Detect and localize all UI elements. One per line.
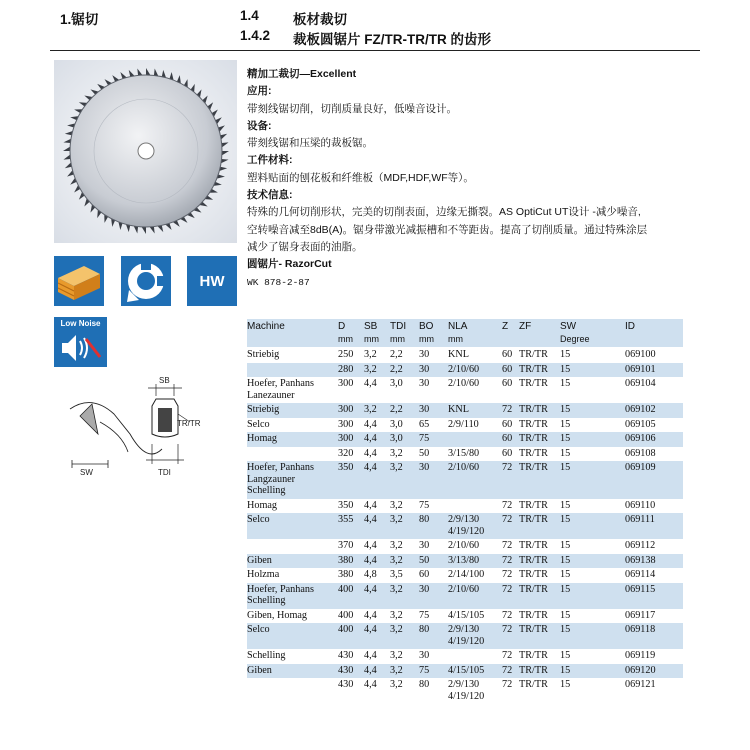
cell-sb: 3,2	[364, 349, 377, 360]
cell-machine: Giben	[247, 554, 272, 566]
cell-nla: 4/19/120	[448, 690, 485, 702]
cell-d: D	[338, 321, 346, 332]
application-heading: 应用:	[247, 85, 272, 98]
cell-sw: SW	[560, 321, 577, 332]
cell-bo: 75	[419, 664, 430, 676]
cell-machine: Holzma	[247, 569, 280, 580]
equipment-heading: 设备:	[247, 119, 272, 132]
cell-sb: 4,4	[364, 664, 377, 676]
blade-heading: 圆锯片- RazorCut	[247, 258, 332, 271]
cell-machine: Machine	[247, 321, 285, 332]
cell-nla: 2/10/60	[448, 462, 480, 473]
cell-bo: 75	[419, 609, 430, 621]
cell-zf: TR/TR	[519, 650, 548, 661]
cell-machine: Giben	[247, 664, 272, 676]
cell-bo: 30	[419, 650, 430, 661]
cell-tdi: 3,2	[390, 609, 403, 621]
cell-sb: 4,4	[364, 540, 377, 551]
cell-sb: 4,4	[364, 650, 377, 661]
cell-nla: 3/13/80	[448, 554, 480, 566]
product-description	[247, 66, 697, 291]
cell-sw: 15	[560, 609, 571, 621]
cell-z: 72	[502, 609, 513, 621]
hw-label: HW	[199, 272, 225, 290]
cell-zf: TR/TR	[519, 349, 548, 360]
cell-tdi: 3,2	[390, 540, 403, 551]
cell-zf: TR/TR	[519, 433, 548, 444]
cell-bo: mm	[419, 333, 434, 344]
material-text: 塑料贴面的刨花板和纤维板（MDF,HDF,WF等）。	[247, 171, 474, 184]
sb-label: SB	[159, 376, 170, 385]
cell-bo: 75	[419, 433, 430, 444]
cell-d: 320	[338, 447, 354, 459]
cell-sw: 15	[560, 679, 571, 690]
cell-d: 280	[338, 363, 354, 375]
cell-bo: 30	[419, 462, 430, 473]
cell-d: 300	[338, 404, 354, 415]
cell-machine: Hoefer, Panhans	[247, 583, 314, 595]
cell-z: 72	[502, 462, 513, 473]
cell-nla: 2/9/130	[448, 624, 480, 635]
section-title: 板材裁切	[293, 12, 347, 27]
cell-z: 72	[502, 540, 513, 551]
cell-z: 72	[502, 514, 513, 525]
cell-zf: TR/TR	[519, 363, 548, 375]
cell-machine: Schelling	[247, 485, 286, 496]
hw-badge	[187, 256, 237, 306]
cell-sb: 3,2	[364, 404, 377, 415]
cell-nla: 4/15/105	[448, 664, 485, 676]
cell-bo: 30	[419, 540, 430, 551]
cell-z: 60	[502, 433, 513, 444]
cell-tdi: 2,2	[390, 349, 403, 360]
cell-id: 069120	[625, 664, 656, 676]
cell-sw: 15	[560, 569, 571, 580]
cell-sb: 4,4	[364, 514, 377, 525]
cell-bo: 80	[419, 679, 430, 690]
cell-bo: 30	[419, 363, 430, 375]
cell-z: 72	[502, 583, 513, 595]
cell-sb: 4,4	[364, 679, 377, 690]
cell-tdi: 3,0	[390, 378, 403, 389]
cell-id: 069106	[625, 433, 656, 444]
application-text: 带刻线锯切削，切削质量良好，低噪音设计。	[247, 102, 457, 115]
cell-d: 430	[338, 650, 354, 661]
cell-bo: 65	[419, 418, 430, 430]
cell-tdi: mm	[390, 333, 405, 344]
cell-tdi: 3,2	[390, 624, 403, 635]
tooth-geometry-diagram	[52, 374, 242, 484]
cell-sw: 15	[560, 462, 571, 473]
cell-d: 355	[338, 514, 354, 525]
cell-zf: TR/TR	[519, 418, 548, 430]
cell-sw: 15	[560, 433, 571, 444]
cell-id: 069101	[625, 363, 656, 375]
cell-nla: 3/15/80	[448, 447, 480, 459]
cell-machine: Striebig	[247, 404, 280, 415]
cell-z: 72	[502, 554, 513, 566]
cell-sb: 4,4	[364, 583, 377, 595]
saw-blade-image	[54, 60, 237, 243]
cell-tdi: 3,2	[390, 554, 403, 566]
cell-zf: TR/TR	[519, 499, 548, 511]
cell-z: 60	[502, 349, 513, 360]
cell-sw: 15	[560, 514, 571, 525]
cell-tdi: 3,5	[390, 569, 403, 580]
cell-z: 72	[502, 499, 513, 511]
cell-d: 250	[338, 349, 354, 360]
cell-sw: 15	[560, 540, 571, 551]
cell-id: 069112	[625, 540, 656, 551]
cell-bo: 80	[419, 624, 430, 635]
cell-z: 72	[502, 664, 513, 676]
cell-sw: 15	[560, 583, 571, 595]
cell-machine: Selco	[247, 624, 270, 635]
cell-nla: mm	[448, 333, 463, 344]
cell-id: 069115	[625, 583, 656, 595]
cell-zf: TR/TR	[519, 514, 548, 525]
cell-zf: TR/TR	[519, 447, 548, 459]
cell-tdi: 3,2	[390, 583, 403, 595]
cell-tdi: TDI	[390, 321, 407, 332]
cell-zf: TR/TR	[519, 664, 548, 676]
cell-z: 72	[502, 624, 513, 635]
cell-tdi: 3,2	[390, 650, 403, 661]
cell-bo: 60	[419, 569, 430, 580]
cell-tdi: 2,2	[390, 404, 403, 415]
cell-d: 380	[338, 554, 354, 566]
cell-z: 72	[502, 679, 513, 690]
cell-tdi: 3,2	[390, 514, 403, 525]
cell-nla: 4/15/105	[448, 609, 485, 621]
cell-sw: 15	[560, 447, 571, 459]
cell-nla: 2/10/60	[448, 540, 480, 551]
cell-z: 60	[502, 447, 513, 459]
tdi-label: TDI	[158, 468, 171, 477]
cell-sb: SB	[364, 321, 378, 332]
cell-sw: 15	[560, 404, 571, 415]
cell-d: 430	[338, 679, 354, 690]
row-band	[247, 432, 683, 447]
cell-id: 069108	[625, 447, 656, 459]
material-heading: 工件材料:	[247, 154, 293, 167]
cell-bo: BO	[419, 321, 434, 332]
cell-tdi: 3,0	[390, 433, 403, 444]
cell-zf: TR/TR	[519, 540, 548, 551]
cell-sw: 15	[560, 363, 571, 375]
cell-bo: 30	[419, 378, 430, 389]
cell-tdi: 3,2	[390, 679, 403, 690]
cell-z: 60	[502, 363, 513, 375]
cell-z: 60	[502, 418, 513, 430]
cell-machine: Hoefer, Panhans	[247, 378, 314, 389]
cell-sw: 15	[560, 418, 571, 430]
cell-sw: Degree	[560, 333, 590, 344]
cell-zf: TR/TR	[519, 624, 548, 635]
cell-id: 069121	[625, 679, 656, 690]
tech-line: 特殊的几何切削形状，完美的切削表面，边缘无撕裂。AS OptiCut UT设计 -减少噪音,	[247, 206, 641, 219]
cell-zf: ZF	[519, 321, 532, 332]
cell-sb: 4,4	[364, 624, 377, 635]
cell-nla: NLA	[448, 321, 468, 332]
cell-d: 350	[338, 462, 354, 473]
cell-tdi: 3,2	[390, 664, 403, 676]
cell-sw: 15	[560, 349, 571, 360]
equipment-text: 带刻线锯和压梁的裁板锯。	[247, 137, 373, 150]
cell-sb: 4,4	[364, 609, 377, 621]
cell-sb: 4,8	[364, 569, 377, 580]
blade-cut-icon	[121, 256, 171, 306]
cell-d: 350	[338, 499, 354, 511]
section-number: 1.4	[240, 8, 259, 23]
cell-z: 72	[502, 650, 513, 661]
cell-id: 069102	[625, 404, 656, 415]
cell-sb: 4,4	[364, 554, 377, 566]
cell-sb: 3,2	[364, 363, 377, 375]
cell-id: 069114	[625, 569, 656, 580]
cell-d: 400	[338, 583, 354, 595]
cell-machine: Langzauner	[247, 473, 296, 485]
cell-nla: 4/19/120	[448, 525, 485, 537]
cell-zf: TR/TR	[519, 462, 548, 473]
cell-id: 069100	[625, 349, 656, 360]
cell-zf: TR/TR	[519, 404, 548, 415]
cell-nla: 2/9/110	[448, 418, 479, 430]
cell-d: 300	[338, 418, 354, 430]
cell-bo: 80	[419, 514, 430, 525]
cell-zf: TR/TR	[519, 554, 548, 566]
subsection-number: 1.4.2	[240, 28, 271, 43]
cell-sb: 4,4	[364, 447, 377, 459]
cell-id: 069119	[625, 650, 656, 661]
cell-bo: 30	[419, 349, 430, 360]
cell-tdi: 3,2	[390, 447, 403, 459]
cell-sb: 4,4	[364, 462, 377, 473]
low-noise-label: Low Noise	[60, 319, 101, 328]
cell-zf: TR/TR	[519, 569, 548, 580]
cell-z: 60	[502, 378, 513, 389]
cell-machine: Striebig	[247, 349, 280, 360]
wood-panel-icon	[54, 256, 104, 306]
cell-d: mm	[338, 333, 353, 344]
cell-sb: 4,4	[364, 499, 377, 511]
cell-id: 069105	[625, 418, 656, 430]
cell-z: 72	[502, 404, 513, 415]
product-title: 精加工裁切—Excellent	[247, 68, 357, 80]
cell-sb: mm	[364, 333, 379, 344]
cell-sw: 15	[560, 624, 571, 635]
cell-d: 400	[338, 609, 354, 621]
cell-machine: Hoefer, Panhans	[247, 462, 314, 473]
tooth-type-label: TR/TR	[177, 419, 201, 428]
cell-id: 069109	[625, 462, 656, 473]
cell-z: Z	[502, 321, 509, 332]
cell-d: 380	[338, 569, 354, 580]
cell-id: 069118	[625, 624, 656, 635]
cell-sw: 15	[560, 664, 571, 676]
cell-bo: 30	[419, 404, 430, 415]
cell-nla: KNL	[448, 349, 469, 360]
cell-machine: Selco	[247, 514, 270, 525]
cell-id: 069111	[625, 514, 655, 525]
sw-label: SW	[80, 468, 93, 477]
header-rule	[50, 50, 700, 51]
cell-bo: 75	[419, 499, 430, 511]
cell-d: 400	[338, 624, 354, 635]
cell-nla: 4/19/120	[448, 635, 485, 647]
cell-nla: 2/14/100	[448, 569, 485, 580]
cell-d: 300	[338, 433, 354, 444]
cell-tdi: 3,2	[390, 462, 403, 473]
cell-id: 069104	[625, 378, 656, 389]
cell-machine: Selco	[247, 418, 270, 430]
cell-id: ID	[625, 321, 635, 332]
cell-d: 300	[338, 378, 354, 389]
cell-z: 72	[502, 569, 513, 580]
cell-bo: 30	[419, 583, 430, 595]
cell-sw: 15	[560, 378, 571, 389]
speaker-mute-icon	[54, 329, 107, 367]
cell-zf: TR/TR	[519, 679, 548, 690]
cell-id: 069117	[625, 609, 656, 621]
cell-sw: 15	[560, 650, 571, 661]
cell-tdi: 3,2	[390, 499, 403, 511]
wk-code: WK 878-2-87	[247, 276, 310, 288]
cell-id: 069138	[625, 554, 656, 566]
tech-heading: 技术信息:	[247, 189, 293, 202]
cell-d: 370	[338, 540, 354, 551]
cell-tdi: 3,0	[390, 418, 403, 430]
cell-sw: 15	[560, 554, 571, 566]
cell-nla: 2/10/60	[448, 583, 480, 595]
cell-machine: Schelling	[247, 650, 286, 661]
cell-zf: TR/TR	[519, 609, 548, 621]
cell-bo: 50	[419, 447, 430, 459]
cell-zf: TR/TR	[519, 583, 548, 595]
cell-machine: Homag	[247, 433, 277, 444]
cell-id: 069110	[625, 499, 656, 511]
tech-line: 空转噪音减至8dB(A)。锯身带激光减振槽和不等距齿。提高了切削质量。通过特殊涂层	[247, 223, 648, 236]
tech-line: 减少了锯身表面的油脂。	[247, 240, 363, 253]
cell-nla: KNL	[448, 404, 469, 415]
cell-machine: Giben, Homag	[247, 609, 307, 621]
cell-bo: 50	[419, 554, 430, 566]
cell-nla: 2/9/130	[448, 514, 480, 525]
cell-zf: TR/TR	[519, 378, 548, 389]
cell-nla: 2/10/60	[448, 378, 480, 389]
cell-machine: Homag	[247, 499, 277, 511]
low-noise-badge	[54, 317, 107, 367]
cell-nla: 2/9/130	[448, 679, 480, 690]
cell-machine: Lanezauner	[247, 389, 295, 401]
cell-sb: 4,4	[364, 418, 377, 430]
cell-d: 430	[338, 664, 354, 676]
cell-sb: 4,4	[364, 433, 377, 444]
cell-sw: 15	[560, 499, 571, 511]
cell-tdi: 2,2	[390, 363, 403, 375]
chapter-label: 1.锯切	[60, 12, 99, 27]
cell-nla: 2/10/60	[448, 363, 480, 375]
cell-sb: 4,4	[364, 378, 377, 389]
subsection-title: 裁板圆锯片 FZ/TR-TR/TR 的齿形	[293, 32, 491, 47]
cell-machine: Schelling	[247, 595, 286, 606]
